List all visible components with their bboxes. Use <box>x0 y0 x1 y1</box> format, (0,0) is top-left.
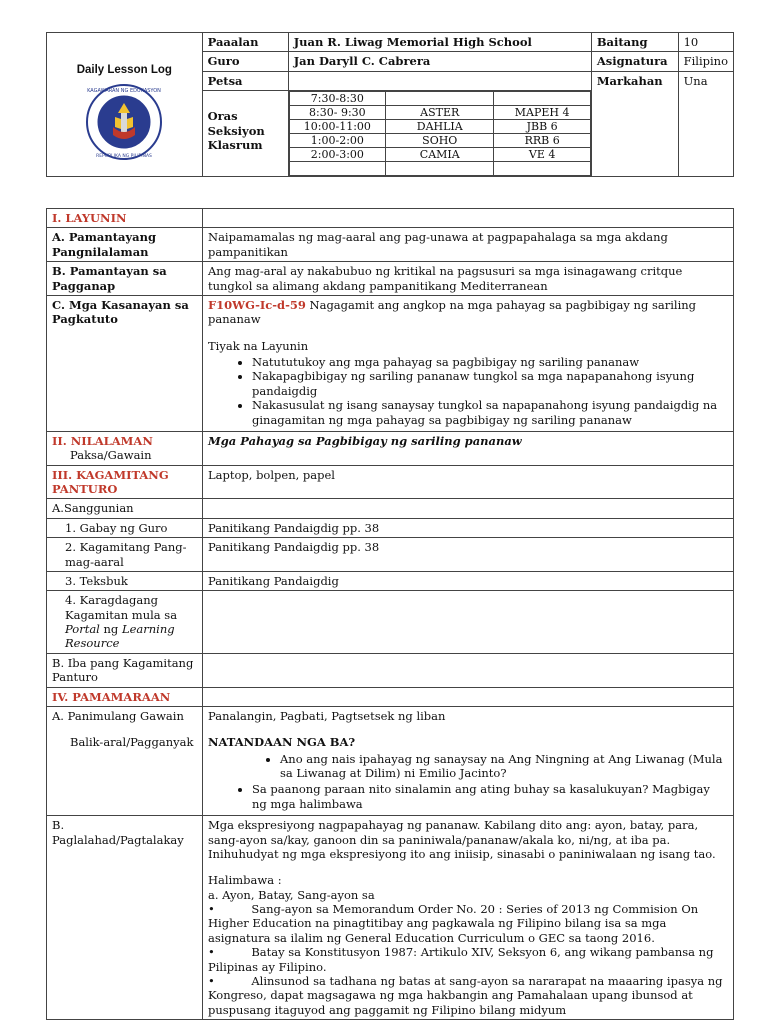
teksbuk-value: Panitikang Pandaigdig <box>203 571 734 590</box>
title-logo-cell <box>47 33 203 177</box>
tiyak-layunin-list <box>208 355 728 427</box>
natandaan-list-2 <box>208 782 728 811</box>
schedule-time: 1:00-2:00 <box>289 134 385 148</box>
halimbawa-label: Halimbawa : <box>208 873 282 888</box>
petsa-label: Petsa <box>202 71 288 90</box>
kagamitang-pang-mag-aaral-value: Panitikang Pandaigdig pp. 38 <box>203 538 734 572</box>
pamantayan-pagganap-label: B. Pamantayan sa Pagganap <box>47 262 203 296</box>
paglalahad-cell <box>203 816 734 1020</box>
list-item: • Natututukoy ang mga pahayag sa pagbibigay ng sariling pananaw <box>252 355 728 369</box>
paglalahad-paragraph: Mga ekspresiyong nagpapahayag ng pananaw. Kabilang dito ang: ayon, batay, para, sang-ayon sa/kay, ganoon din sa paniniwala/pananaw/akala ko, ni/ng, at iba pa. Inihuhudyat ng mga ekspresiyong ito ang iniisip, sinasabi o paniniwalaan ng isang tao. <box>208 818 716 861</box>
karagdagang-text: 4. Karagdagang Kagamitan mula sa <box>65 593 178 622</box>
schedule-subject <box>494 162 590 176</box>
deped-seal-icon <box>85 83 163 161</box>
schedule-time: 7:30-8:30 <box>289 92 385 106</box>
schedule-section <box>386 92 494 106</box>
paglalahad-label: B. Paglalahad/Pagtalakay <box>47 816 203 1020</box>
schedule-row <box>289 120 590 134</box>
schedule-table <box>289 91 591 176</box>
schedule-section: CAMIA <box>386 148 494 162</box>
layunin-heading-blank <box>203 209 734 228</box>
karagdagang-kagamitan-value <box>203 591 734 654</box>
pamantayang-pangnilalaman-value: Naipamamalas ng mag-aaral ang pag-unawa at pagpapahalaga sa mga akdang pampanitikan <box>203 228 734 262</box>
schedule-time: 10:00-11:00 <box>289 120 385 134</box>
halimbawa-a: a. Ayon, Batay, Sang-ayon sa <box>208 887 375 902</box>
oras-label: Oras <box>207 109 238 124</box>
svg-text:REPUBLIKA NG PILIPINAS: REPUBLIKA NG PILIPINAS <box>96 154 153 160</box>
baitang-value: 10 <box>678 33 733 52</box>
bullet-icon: • <box>208 945 252 960</box>
pamamaraan-heading-blank <box>203 687 734 706</box>
example-2 <box>208 945 728 974</box>
petsa-value <box>288 71 591 90</box>
schedule-time <box>289 162 385 176</box>
gabay-guro-label: 1. Gabay ng Guro <box>47 518 203 537</box>
list-item: • Sa paanong paraan nito sinalamin ang ating buhay sa kasalukuyan? Magbigay ng mga halimbawa <box>252 782 728 811</box>
paksa-gawain-label: Paksa/Gawain <box>70 448 152 463</box>
paaralan-label: Paaalan <box>202 33 288 52</box>
sanggunian-label: A.Sanggunian <box>47 499 203 518</box>
sanggunian-value <box>203 499 734 518</box>
schedule-time: 2:00-3:00 <box>289 148 385 162</box>
schedule-subject: JBB 6 <box>494 120 590 134</box>
kagamitan-value: Laptop, bolpen, papel <box>203 465 734 499</box>
markahan-label: Markahan <box>591 71 678 176</box>
kasanayan-pagkatuto-label: C. Mga Kasanayan sa Pagkatuto <box>47 295 203 431</box>
header-table <box>46 32 734 177</box>
schedule-subject: VE 4 <box>494 148 590 162</box>
panimulang-gawain-value: Panalangin, Pagbati, Pagtsetsek ng liban <box>208 708 446 723</box>
guro-value: Jan Daryll C. Cabrera <box>288 52 591 71</box>
klasrum-label: Klasrum <box>207 137 263 152</box>
schedule-row <box>289 148 590 162</box>
oras-seksiyon-klasrum-label <box>202 91 288 177</box>
bullet-icon: • <box>208 902 252 916</box>
schedule-section: SOHO <box>386 134 494 148</box>
example-1 <box>208 902 728 945</box>
schedule-cell <box>288 91 591 177</box>
layunin-heading: I. LAYUNIN <box>47 209 203 228</box>
pamamaraan-heading: IV. PAMAMARAAN <box>47 687 203 706</box>
panimulang-gawain-label-cell <box>47 706 203 815</box>
example-3-text: Alinsunod sa tadhana ng batas at sang-ayon sa nararapat na maaaring ipasya ng Kongreso, dapat magsagawa ng mga hakbangin ang Pamahalaan upang ibunsod at puspusang itaguyod ang paggamit ng Filipino bilang midyum <box>208 973 723 1017</box>
example-2-text: Batay sa Konstitusyon 1987: Artikulo XIV, Seksyon 6, ang wikang pambansa ng Pilipinas ay Filipino. <box>208 945 714 974</box>
list-item: • Ano ang nais ipahayag ng sanaysay na Ang Ningning at Ang Liwanag (Mula sa Liwanag at Dilim) ni Emilio Jacinto? <box>280 752 728 781</box>
nilalaman-heading: II. NILALAMAN <box>52 433 153 448</box>
markahan-value: Una <box>678 71 733 176</box>
bullet-icon: • <box>208 973 252 988</box>
teksbuk-label: 3. Teksbuk <box>47 571 203 590</box>
seksiyon-label: Seksiyon <box>207 123 265 138</box>
ng-text: ng <box>99 622 122 636</box>
natandaan-heading: NATANDAAN NGA BA? <box>208 735 356 750</box>
schedule-time: 8:30- 9:30 <box>289 106 385 120</box>
karagdagang-kagamitan-label <box>47 591 203 654</box>
schedule-subject: MAPEH 4 <box>494 106 590 120</box>
kagamitan-heading: III. KAGAMITANG PANTURO <box>47 465 203 499</box>
pamantayan-pagganap-value: Ang mag-aral ay nakabubuo ng kritikal na pagsusuri sa mga isinagawang critque tungkol sa alimang akdang pampanitikang Mediterranean <box>203 262 734 296</box>
panimulang-gawain-cell <box>203 706 734 815</box>
example-3 <box>208 974 728 1017</box>
baitang-label: Baitang <box>591 33 678 52</box>
iba-pang-kagamitan-value <box>203 653 734 687</box>
schedule-row <box>289 134 590 148</box>
list-item: • Nakapagbibigay ng sariling pananaw tungkol sa mga napapanahong isyung pandaigdig <box>252 369 728 398</box>
panimulang-gawain-label: A. Panimulang Gawain <box>52 708 184 723</box>
asignatura-value: Filipino <box>678 52 733 71</box>
schedule-row <box>289 92 590 106</box>
lesson-table <box>46 208 734 1020</box>
kagamitang-pang-mag-aaral-label: 2. Kagamitang Pang-mag-aaral <box>47 538 203 572</box>
svg-text:KAGAWARAN NG EDUKASYON: KAGAWARAN NG EDUKASYON <box>87 88 162 95</box>
nilalaman-label-cell <box>47 431 203 465</box>
pamantayang-pangnilalaman-label: A. Pamantayang Pangnilalaman <box>47 228 203 262</box>
schedule-subject <box>494 92 590 106</box>
list-item: • Nakasusulat ng isang sanaysay tungkol sa napapanahong isyung pandaigdig na ginagamitan ng mga pahayag sa pagbibigay ng sariling pananaw <box>252 398 728 427</box>
schedule-section: ASTER <box>386 106 494 120</box>
example-1-text: Sang-ayon sa Memorandum Order No. 20 : Series of 2013 ng Commision On Higher Education na pinagtitibay ang pagkawala ng Filipino bilang isa sa mga asignatura sa ilalim ng General Education Curriculum o GEC sa taong 2016. <box>208 902 699 945</box>
competency-code: F10WG-Ic-d-59 <box>208 297 306 312</box>
schedule-row <box>289 162 590 176</box>
portal-text: Portal <box>65 622 100 636</box>
competency-text: Nagagamit ang angkop na mga pahayag sa pagbibigay ng sariling pananaw <box>208 297 697 327</box>
guro-label: Guro <box>202 52 288 71</box>
schedule-subject: RRB 6 <box>494 134 590 148</box>
schedule-row <box>289 106 590 120</box>
tiyak-layunin-label: Tiyak na Layunin <box>208 338 309 353</box>
schedule-section <box>386 162 494 176</box>
balik-aral-label: Balik-aral/Pagganyak <box>70 735 194 750</box>
iba-pang-kagamitan-label: B. Iba pang Kagamitang Panturo <box>47 653 203 687</box>
natandaan-list-1 <box>208 752 728 781</box>
nilalaman-value: Mga Pahayag sa Pagbibigay ng sariling pananaw <box>203 431 734 465</box>
document-title: Daily Lesson Log <box>76 64 172 76</box>
paaralan-value: Juan R. Liwag Memorial High School <box>288 33 591 52</box>
schedule-section: DAHLIA <box>386 120 494 134</box>
asignatura-label: Asignatura <box>591 52 678 71</box>
gabay-guro-value: Panitikang Pandaigdig pp. 38 <box>203 518 734 537</box>
learning-resource-text: Learning Resource <box>65 622 175 651</box>
kasanayan-pagkatuto-cell <box>203 295 734 431</box>
